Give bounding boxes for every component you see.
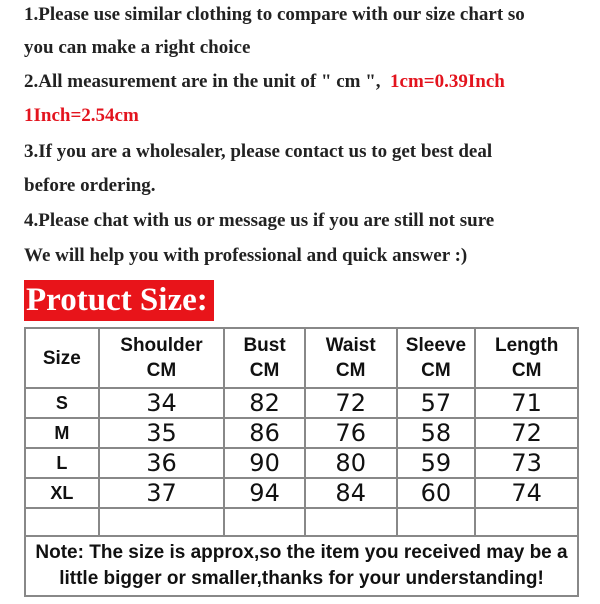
size-table	[24, 327, 579, 597]
note-row	[25, 536, 578, 596]
header-size: Size	[25, 328, 99, 388]
header-row	[25, 328, 578, 388]
waist-cell: 80	[305, 448, 397, 478]
empty-cell	[99, 508, 225, 536]
shoulder-cell: 35	[99, 418, 225, 448]
size-cell: S	[25, 388, 99, 418]
bust-cell: 90	[224, 448, 305, 478]
instruction-3: 3.If you are a wholesaler, please contact us to get best deal	[24, 141, 493, 162]
shoulder-cell: 37	[99, 478, 225, 508]
sleeve-cell: 60	[397, 478, 476, 508]
table-row	[25, 388, 578, 418]
shoulder-cell: 34	[99, 388, 225, 418]
instruction-3-cont: before ordering.	[24, 175, 156, 196]
instruction-4-cont: We will help you with professional and quick answer :)	[24, 245, 468, 266]
instruction-4: 4.Please chat with us or message us if you are still not sure	[24, 210, 495, 231]
instruction-1: 1.Please use similar clothing to compare with our size chart so	[24, 4, 525, 25]
empty-cell	[25, 508, 99, 536]
length-cell: 72	[475, 418, 578, 448]
header-length: Length CM	[475, 328, 578, 388]
table-row	[25, 418, 578, 448]
empty-cell	[475, 508, 578, 536]
waist-cell: 76	[305, 418, 397, 448]
table-row	[25, 448, 578, 478]
instruction-2	[24, 71, 505, 93]
length-cell: 73	[475, 448, 578, 478]
conversion-cm: 1cm=0.39Inch	[390, 71, 505, 92]
size-note: Note: The size is approx,so the item you received may be a little bigger or smaller,thanks for your understanding!	[25, 536, 578, 596]
sleeve-cell: 58	[397, 418, 476, 448]
empty-cell	[305, 508, 397, 536]
empty-row	[25, 508, 578, 536]
size-cell: XL	[25, 478, 99, 508]
waist-cell: 72	[305, 388, 397, 418]
sleeve-cell: 57	[397, 388, 476, 418]
bust-cell: 82	[224, 388, 305, 418]
size-cell: L	[25, 448, 99, 478]
size-cell: M	[25, 418, 99, 448]
header-sleeve: Sleeve CM	[397, 328, 476, 388]
conversion-inch: 1Inch=2.54cm	[24, 105, 139, 126]
product-size-title: Protuct Size:	[24, 280, 214, 321]
instruction-2-text: 2.All measurement are in the unit of " cm ",	[24, 71, 381, 92]
bust-cell: 86	[224, 418, 305, 448]
instruction-1-cont: you can make a right choice	[24, 37, 251, 58]
header-bust: Bust CM	[224, 328, 305, 388]
shoulder-cell: 36	[99, 448, 225, 478]
length-cell: 71	[475, 388, 578, 418]
length-cell: 74	[475, 478, 578, 508]
waist-cell: 84	[305, 478, 397, 508]
sleeve-cell: 59	[397, 448, 476, 478]
bust-cell: 94	[224, 478, 305, 508]
empty-cell	[397, 508, 476, 536]
empty-cell	[224, 508, 305, 536]
header-waist: Waist CM	[305, 328, 397, 388]
table-row	[25, 478, 578, 508]
header-shoulder: Shoulder CM	[99, 328, 225, 388]
